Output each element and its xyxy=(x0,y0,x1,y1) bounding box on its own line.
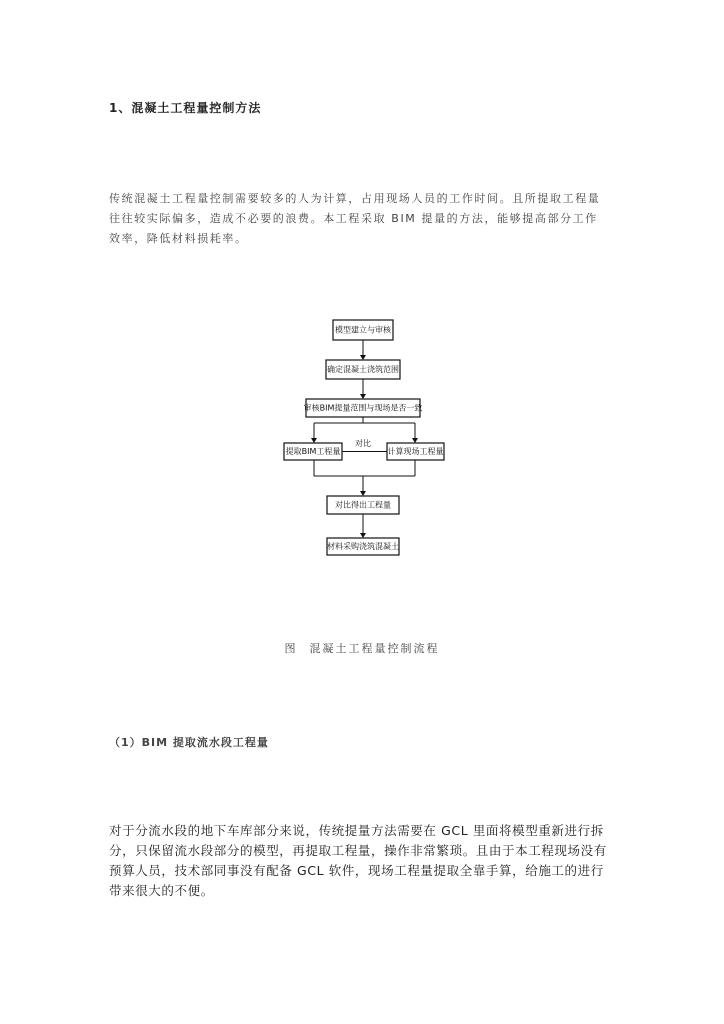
subsection-heading: （1）BIM 提取流水段工程量 xyxy=(109,736,269,749)
flow-box-bim-quantity xyxy=(284,443,342,460)
flow-box-compare-result xyxy=(327,496,399,514)
flow-box-pour-range xyxy=(326,360,400,379)
flowchart xyxy=(270,310,460,565)
flow-box-pour-range-label: 确定混凝土浇筑范围 xyxy=(327,365,399,374)
figure-caption-text: 混凝土工程量控制流程 xyxy=(309,642,440,655)
flow-box-range-check-label: 审核BIM提量范围与现场是否一致 xyxy=(303,403,423,413)
section-heading: 1、混凝土工程量控制方法 xyxy=(109,101,262,115)
flow-box-model-review-label: 模型建立与审核 xyxy=(335,325,391,335)
flow-box-compare-result-label: 对比得出工程量 xyxy=(335,500,391,510)
compare-label: 对比 xyxy=(355,439,371,448)
flow-box-site-quantity xyxy=(387,443,444,460)
flow-box-site-quantity-label: 计算现场工程量 xyxy=(387,447,444,456)
intro-paragraph: 传统混凝土工程量控制需要较多的人为计算，占用现场人员的工作时间。且所提取工程量往往较实际偏多，造成不必要的浪费。本工程采取 BIM 提量的方法，能够提高部分工作效率，降低材料损耗率。 xyxy=(109,192,601,245)
figure-label: 图 xyxy=(284,642,298,655)
flow-box-procure-pour xyxy=(327,538,399,555)
figure-caption xyxy=(0,640,724,656)
flow-box-range-check xyxy=(304,399,423,417)
flow-box-model-review xyxy=(333,320,393,340)
flow-box-bim-quantity-label: 提取BIM工程量 xyxy=(285,447,341,456)
subsection-paragraph: 对于分流水段的地下车库部分来说，传统提量方法需要在 GCL 里面将模型重新进行拆分，只保留流水段部分的模型，再提取工程量，操作非常繁琐。且由于本工程现场没有预算人员，技术部同事没有配备 GCL 软件，现场工程量提取全靠手算，给施工的进行带来很大的不便。 xyxy=(109,823,607,898)
flow-box-procure-pour-label: 材料采购浇筑混凝土 xyxy=(327,542,399,551)
